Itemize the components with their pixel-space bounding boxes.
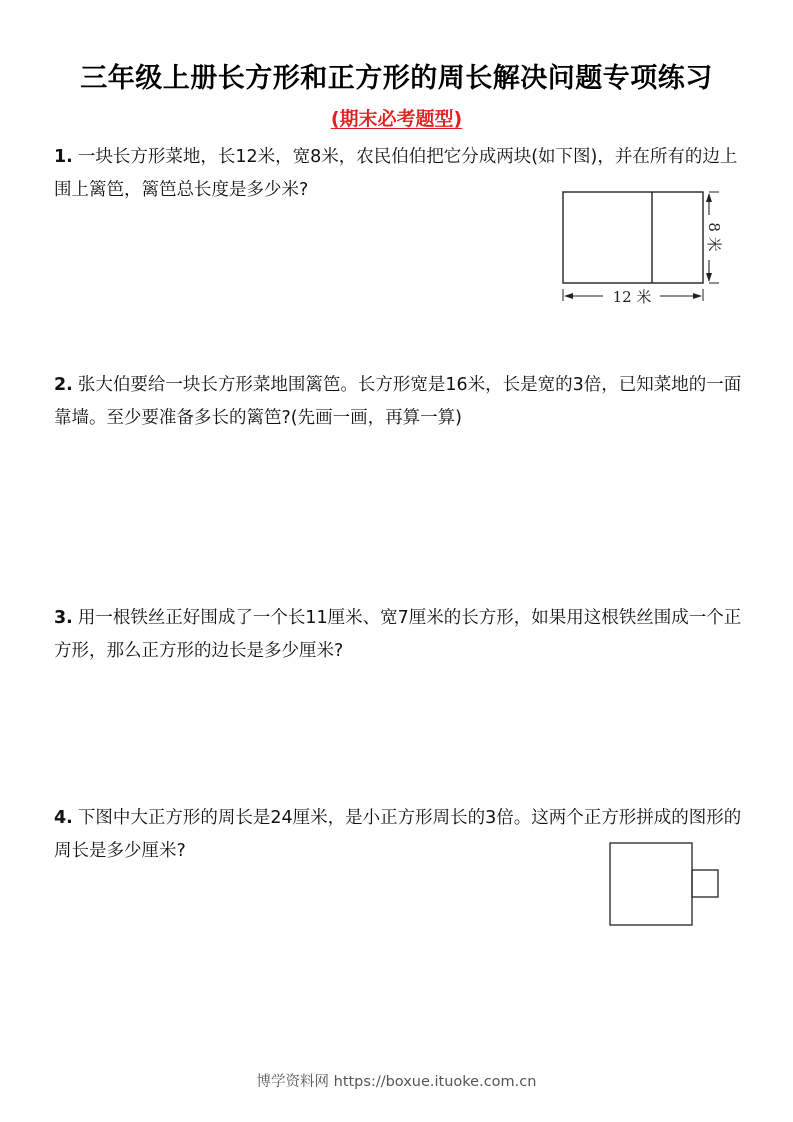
width-label: 12 米 bbox=[612, 288, 652, 306]
question-4-figure bbox=[605, 838, 725, 933]
question-1-figure bbox=[555, 185, 730, 310]
question-number: 4. bbox=[54, 808, 73, 828]
page-subtitle: (期末必考题型) bbox=[330, 108, 463, 130]
divided-rectangle-diagram bbox=[555, 185, 730, 310]
question-2 bbox=[54, 369, 754, 435]
question-text: 张大伯要给一块长方形菜地围篱笆。长方形宽是16米，长是宽的3倍，已知菜地的一面靠墙。至少要准备多长的篱笆?(先画一画，再算一算) bbox=[54, 375, 742, 428]
question-3 bbox=[54, 602, 754, 668]
height-label: 8 米 bbox=[705, 222, 723, 252]
question-text: 下图中大正方形的周长是24厘米，是小正方形周长的3倍。这两个正方形拼成的图形的周长是多少厘米? bbox=[54, 808, 742, 861]
big-square bbox=[610, 843, 692, 925]
question-text: 一块长方形菜地，长12米，宽8米，农民伯伯把它分成两块(如下图)，并在所有的边上围上篱笆，篱笆总长度是多少米? bbox=[54, 147, 738, 200]
question-number: 2. bbox=[54, 375, 73, 395]
question-number: 1. bbox=[54, 147, 73, 167]
question-number: 3. bbox=[54, 608, 73, 628]
footer-watermark: 博学资料网 https://boxue.ituoke.com.cn bbox=[256, 1074, 537, 1090]
page-title: 三年级上册长方形和正方形的周长解决问题专项练习 bbox=[80, 63, 713, 94]
two-squares-diagram bbox=[605, 838, 725, 933]
question-text: 用一根铁丝正好围成了一个长11厘米、宽7厘米的长方形，如果用这根铁丝围成一个正方形，那么正方形的边长是多少厘米? bbox=[54, 608, 742, 661]
small-square bbox=[692, 870, 718, 897]
